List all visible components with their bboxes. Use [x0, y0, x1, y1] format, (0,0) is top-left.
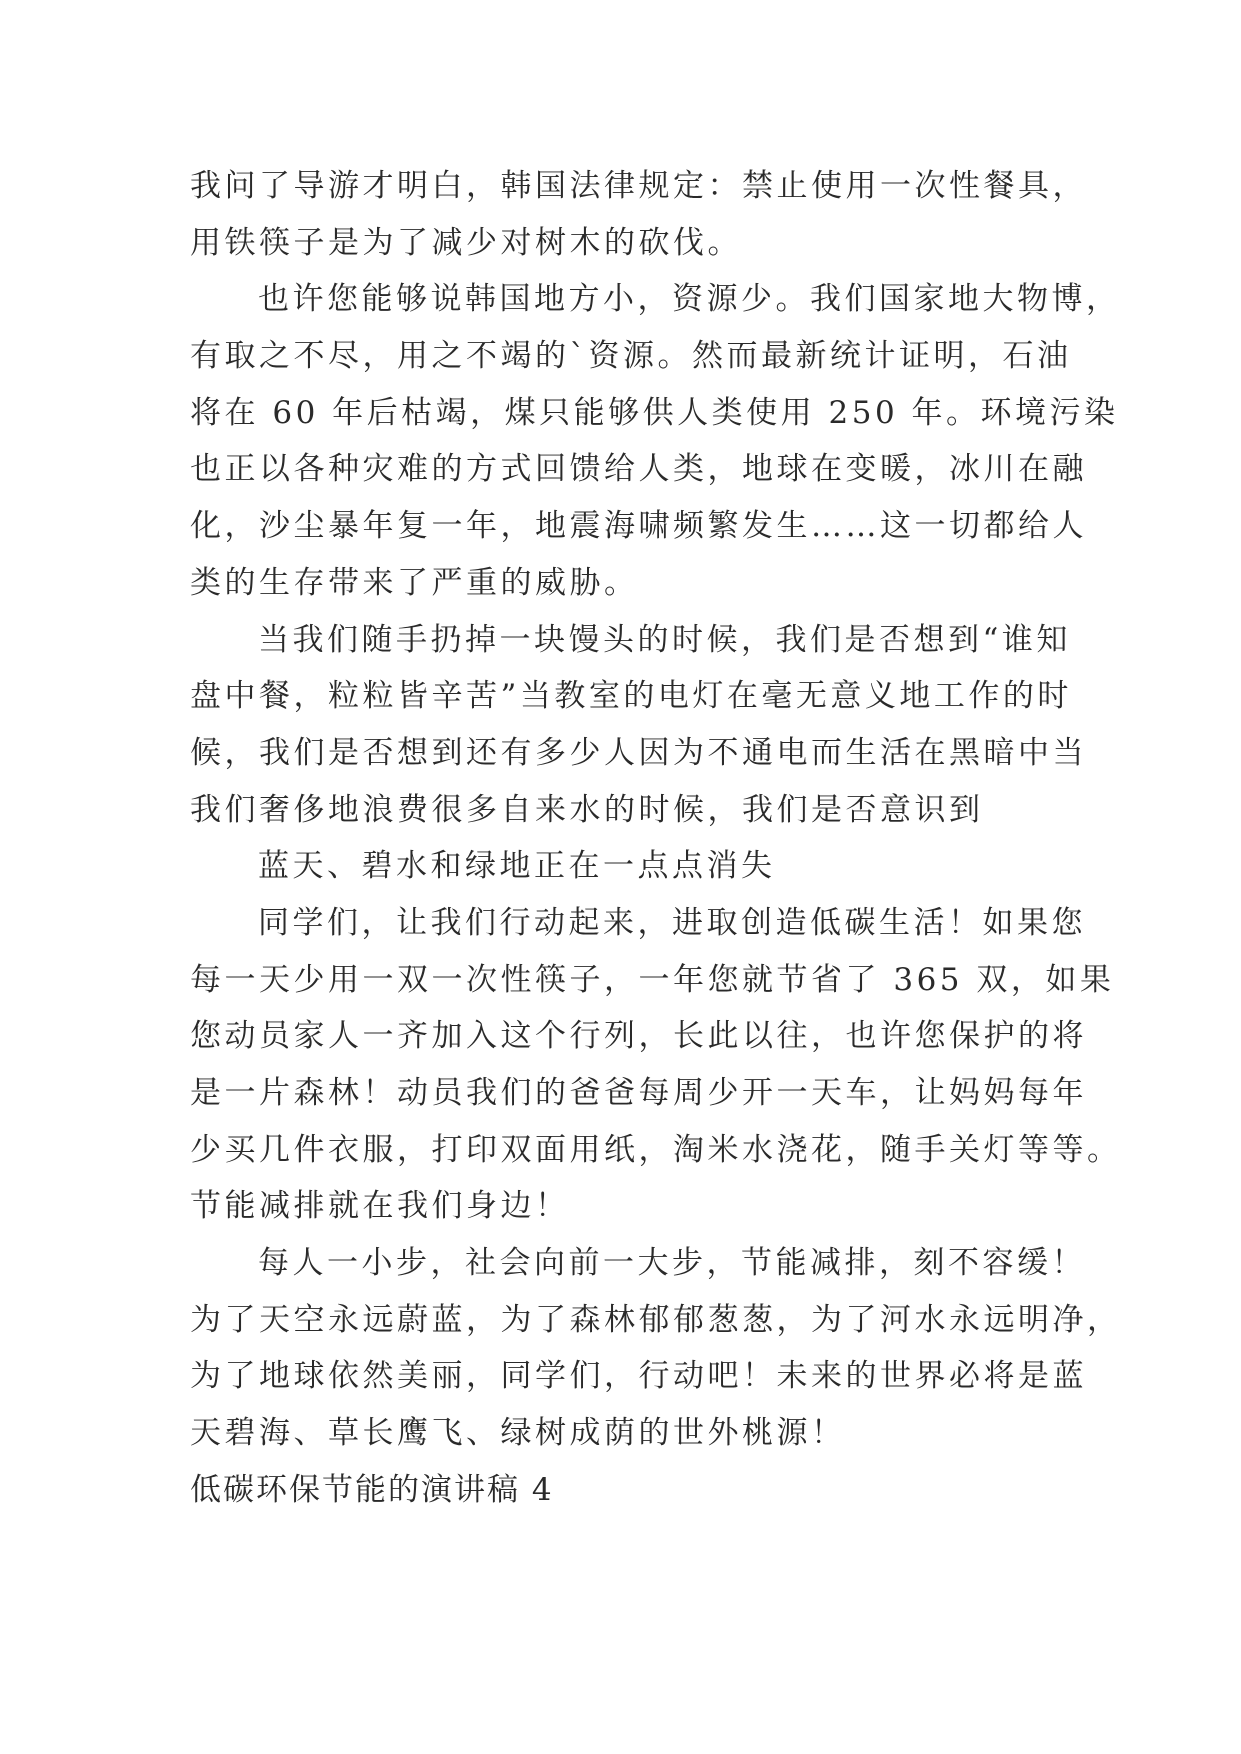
text-line: 为了地球依然美丽，同学们，行动吧！未来的世界必将是蓝 [190, 1358, 1087, 1395]
text-line: 用铁筷子是为了减少对树木的砍伐。 [190, 224, 742, 261]
text-line: 天碧海、草长鹰飞、绿树成荫的世外桃源！ [190, 1415, 846, 1452]
text-line: 也正以各种灾难的方式回馈给人类，地球在变暖，冰川在融 [190, 451, 1087, 488]
document-body [190, 158, 1122, 1519]
text-line: 您动员家人一齐加入这个行列，长此以往，也许您保护的将 [190, 1018, 1087, 1055]
text-line: 我们奢侈地浪费很多自来水的时候，我们是否意识到 [190, 791, 984, 828]
text-line: 类的生存带来了严重的威胁。 [190, 564, 639, 601]
paragraph-start-line: 每人一小步，社会向前一大步，节能减排，刻不容缓！ [258, 1245, 1086, 1282]
text-line: 为了天空永远蔚蓝，为了森林郁郁葱葱，为了河水永远明净， [190, 1301, 1122, 1338]
text-line: 少买几件衣服，打印双面用纸，淘米水浇花，随手关灯等等。 [190, 1131, 1122, 1168]
paragraph-start-line: 当我们随手扔掉一块馒头的时候，我们是否想到“谁知 [258, 621, 1071, 658]
text-line: 有取之不尽，用之不竭的`资源。然而最新统计证明，石油 [190, 338, 1072, 375]
text-line: 候，我们是否想到还有多少人因为不通电而生活在黑暗中当 [190, 734, 1087, 771]
text-line: 节能减排就在我们身边！ [190, 1188, 570, 1225]
text-line: 每一天少用一双一次性筷子，一年您就节省了 365 双，如果 [190, 961, 1115, 998]
paragraph-start-line: 蓝天、碧水和绿地正在一点点消失 [258, 848, 776, 885]
section-heading: 低碳环保节能的演讲稿 4 [190, 1471, 554, 1508]
text-line: 盘中餐，粒粒皆辛苦”当教室的电灯在毫无意义地工作的时 [190, 678, 1072, 715]
text-line: 化，沙尘暴年复一年，地震海啸频繁发生……这一切都给人 [190, 508, 1087, 545]
paragraph-start-line: 也许您能够说韩国地方小，资源少。我们国家地大物博， [258, 281, 1121, 318]
text-line: 是一片森林！动员我们的爸爸每周少开一天车，让妈妈每年 [190, 1075, 1087, 1111]
text-line: 将在 60 年后枯竭，煤只能够供人类使用 250 年。环境污染 [190, 394, 1119, 431]
paragraph-start-line: 同学们，让我们行动起来，进取创造低碳生活！如果您 [258, 904, 1086, 941]
text-line: 我问了导游才明白，韩国法律规定：禁止使用一次性餐具， [190, 168, 1087, 204]
